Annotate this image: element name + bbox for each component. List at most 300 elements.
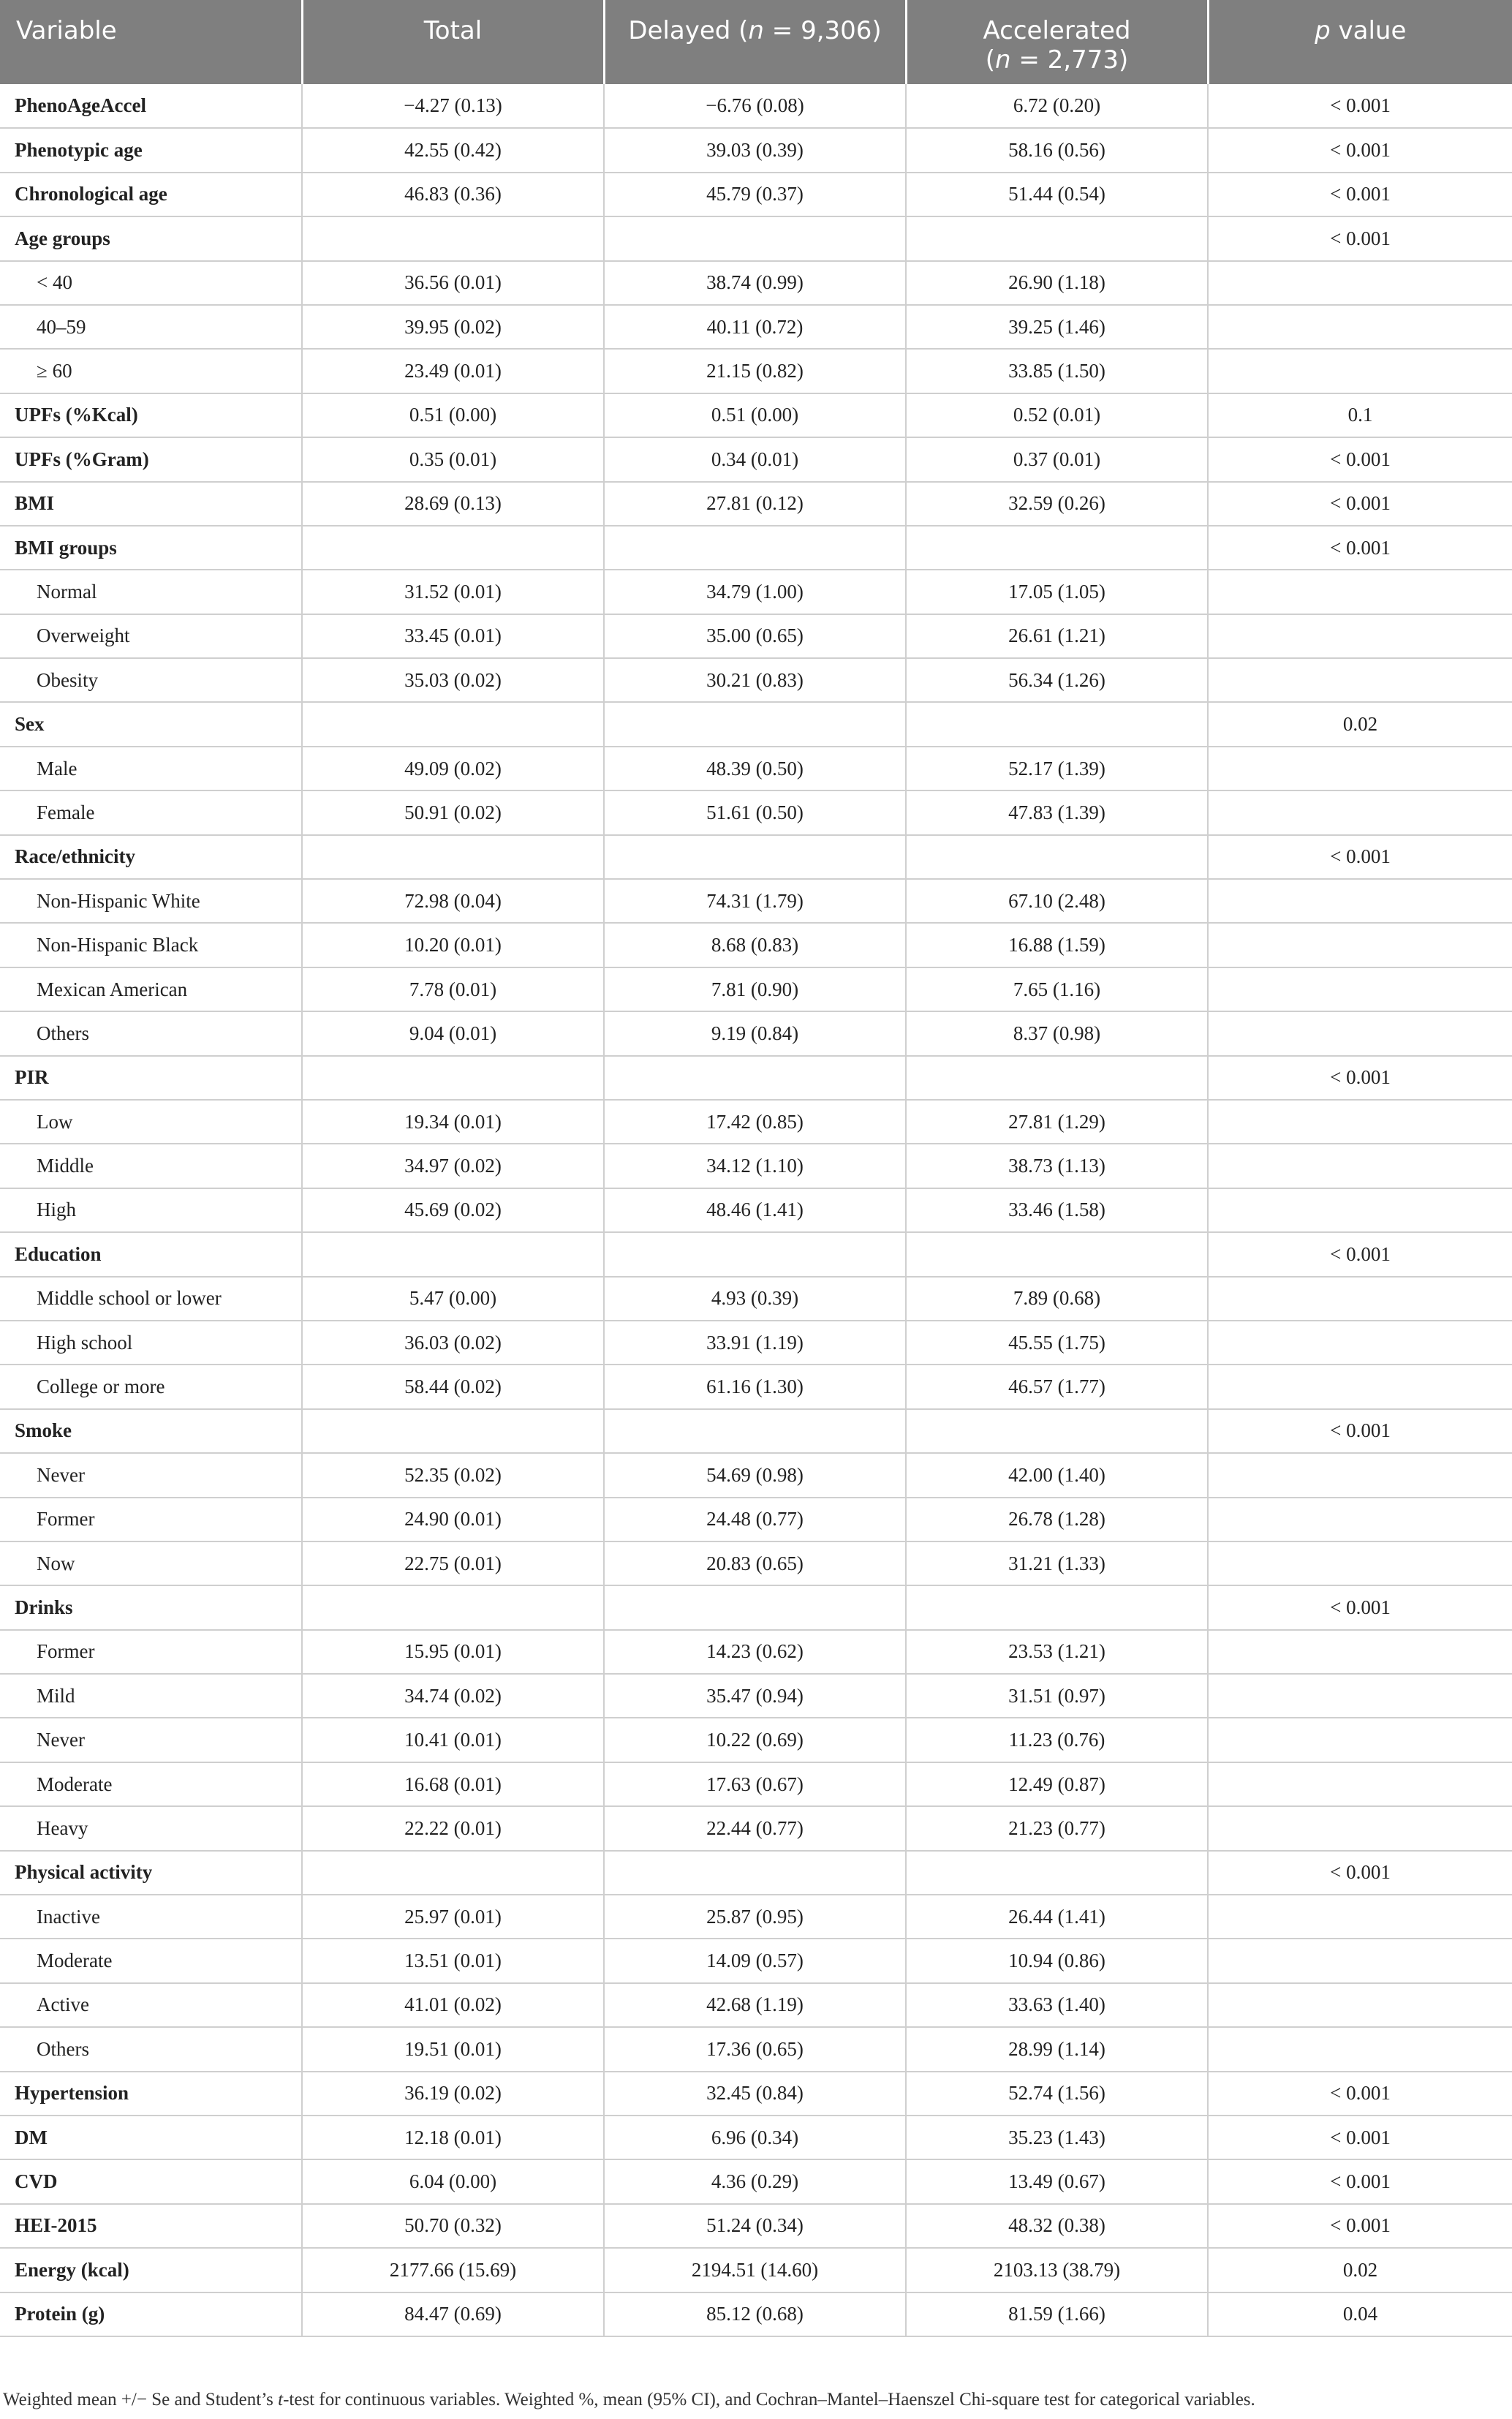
cell-p-value: 0.1 <box>1208 393 1512 437</box>
cell-accelerated <box>906 526 1208 570</box>
cell-total: 41.01 (0.02) <box>302 1983 604 2027</box>
cell-accelerated <box>906 1409 1208 1453</box>
cell-delayed: 34.12 (1.10) <box>604 1144 906 1188</box>
cell-accelerated <box>906 216 1208 260</box>
cell-total <box>302 835 604 879</box>
table-row <box>0 879 1512 923</box>
cell-p-value <box>1208 879 1512 923</box>
cell-accelerated: 51.44 (0.54) <box>906 173 1208 216</box>
cell-total: 6.04 (0.00) <box>302 2159 604 2203</box>
cell-delayed: 6.96 (0.34) <box>604 2116 906 2159</box>
cell-delayed: 2194.51 (14.60) <box>604 2248 906 2292</box>
table-row <box>0 1144 1512 1188</box>
cell-total: −4.27 (0.13) <box>302 84 604 128</box>
table-row <box>0 2072 1512 2116</box>
cell-p-value: < 0.001 <box>1208 2159 1512 2203</box>
row-label: Hypertension <box>0 2072 302 2116</box>
cell-accelerated: 35.23 (1.43) <box>906 2116 1208 2159</box>
table-row <box>0 1188 1512 1232</box>
row-label: 40–59 <box>0 305 302 349</box>
table-row <box>0 1851 1512 1895</box>
cell-accelerated: 31.21 (1.33) <box>906 1541 1208 1585</box>
cell-accelerated: 13.49 (0.67) <box>906 2159 1208 2203</box>
cell-total: 22.75 (0.01) <box>302 1541 604 1585</box>
row-label: BMI <box>0 482 302 526</box>
cell-p-value <box>1208 1983 1512 2027</box>
cell-p-value: < 0.001 <box>1208 128 1512 172</box>
header-accelerated-prefix: ( <box>985 45 995 75</box>
cell-accelerated: 52.74 (1.56) <box>906 2072 1208 2116</box>
cell-accelerated: 6.72 (0.20) <box>906 84 1208 128</box>
row-label: Smoke <box>0 1409 302 1453</box>
cell-accelerated: 26.61 (1.21) <box>906 614 1208 658</box>
cell-p-value: < 0.001 <box>1208 1232 1512 1276</box>
table-row <box>0 1718 1512 1762</box>
row-label: Physical activity <box>0 1851 302 1895</box>
table-row <box>0 1674 1512 1718</box>
table-row <box>0 835 1512 879</box>
cell-delayed: 42.68 (1.19) <box>604 1983 906 2027</box>
cell-delayed: 85.12 (0.68) <box>604 2292 906 2336</box>
cell-accelerated <box>906 1232 1208 1276</box>
row-label: Phenotypic age <box>0 128 302 172</box>
cell-p-value: < 0.001 <box>1208 526 1512 570</box>
cell-p-value <box>1208 1277 1512 1321</box>
cell-p-value <box>1208 1365 1512 1408</box>
cell-total: 36.03 (0.02) <box>302 1321 604 1365</box>
cell-p-value <box>1208 1939 1512 1982</box>
cell-p-value: < 0.001 <box>1208 84 1512 128</box>
table-row <box>0 790 1512 834</box>
cell-accelerated: 46.57 (1.77) <box>906 1365 1208 1408</box>
cell-delayed: 45.79 (0.37) <box>604 173 906 216</box>
header-delayed-suffix: = 9,306) <box>763 16 882 45</box>
row-label: Chronological age <box>0 173 302 216</box>
cell-accelerated: 11.23 (0.76) <box>906 1718 1208 1762</box>
cell-total: 72.98 (0.04) <box>302 879 604 923</box>
cell-p-value <box>1208 1321 1512 1365</box>
row-label: Normal <box>0 570 302 614</box>
row-label: Never <box>0 1718 302 1762</box>
cell-accelerated: 31.51 (0.97) <box>906 1674 1208 1718</box>
table-row <box>0 2159 1512 2203</box>
cell-total: 46.83 (0.36) <box>302 173 604 216</box>
header-delayed-n: n <box>748 16 764 45</box>
cell-total <box>302 1585 604 1629</box>
row-label: Energy (kcal) <box>0 2248 302 2292</box>
cell-total: 2177.66 (15.69) <box>302 2248 604 2292</box>
cell-total: 36.19 (0.02) <box>302 2072 604 2116</box>
cell-total <box>302 1851 604 1895</box>
cell-p-value <box>1208 967 1512 1011</box>
cell-total: 22.22 (0.01) <box>302 1806 604 1850</box>
cell-p-value <box>1208 1011 1512 1055</box>
table-row <box>0 1895 1512 1939</box>
cell-delayed: 22.44 (0.77) <box>604 1806 906 1850</box>
cell-accelerated: 47.83 (1.39) <box>906 790 1208 834</box>
cell-total: 31.52 (0.01) <box>302 570 604 614</box>
cell-accelerated: 0.37 (0.01) <box>906 437 1208 481</box>
cell-p-value <box>1208 614 1512 658</box>
cell-p-value <box>1208 1541 1512 1585</box>
cell-delayed: 40.11 (0.72) <box>604 305 906 349</box>
cell-accelerated: 58.16 (0.56) <box>906 128 1208 172</box>
table-row <box>0 702 1512 746</box>
row-label: Overweight <box>0 614 302 658</box>
cell-delayed: 20.83 (0.65) <box>604 1541 906 1585</box>
row-label: Moderate <box>0 1762 302 1806</box>
cell-accelerated: 81.59 (1.66) <box>906 2292 1208 2336</box>
cell-p-value <box>1208 1453 1512 1497</box>
cell-p-value: < 0.001 <box>1208 2116 1512 2159</box>
cell-p-value: < 0.001 <box>1208 173 1512 216</box>
cell-total: 34.74 (0.02) <box>302 1674 604 1718</box>
cell-total: 49.09 (0.02) <box>302 747 604 790</box>
header-row <box>0 0 1512 84</box>
cell-accelerated: 48.32 (0.38) <box>906 2204 1208 2248</box>
cell-p-value: < 0.001 <box>1208 482 1512 526</box>
footnote-part-2: -test for continuous variables. Weighted %, mean (95% CI), and Cochran–Mantel–Haenszel Chi-square test for categorical variables. <box>283 2390 1255 2409</box>
table-row <box>0 1232 1512 1276</box>
row-label: PIR <box>0 1056 302 1100</box>
row-label: Race/ethnicity <box>0 835 302 879</box>
cell-delayed <box>604 1409 906 1453</box>
cell-total: 33.45 (0.01) <box>302 614 604 658</box>
table-row <box>0 2027 1512 2071</box>
cell-delayed: 17.63 (0.67) <box>604 1762 906 1806</box>
table-row <box>0 305 1512 349</box>
cell-accelerated <box>906 1056 1208 1100</box>
cell-accelerated: 7.89 (0.68) <box>906 1277 1208 1321</box>
header-p-suffix: value <box>1330 16 1407 45</box>
cell-total: 23.49 (0.01) <box>302 349 604 393</box>
cell-delayed: 8.68 (0.83) <box>604 923 906 967</box>
row-label: Former <box>0 1498 302 1541</box>
cell-delayed <box>604 216 906 260</box>
cell-delayed: 35.00 (0.65) <box>604 614 906 658</box>
cell-accelerated: 7.65 (1.16) <box>906 967 1208 1011</box>
table-row <box>0 84 1512 128</box>
cell-accelerated: 28.99 (1.14) <box>906 2027 1208 2071</box>
cell-accelerated: 0.52 (0.01) <box>906 393 1208 437</box>
row-label: Mexican American <box>0 967 302 1011</box>
cell-p-value <box>1208 2027 1512 2071</box>
cell-total: 35.03 (0.02) <box>302 658 604 702</box>
cell-p-value <box>1208 1674 1512 1718</box>
cell-total: 7.78 (0.01) <box>302 967 604 1011</box>
cell-total: 34.97 (0.02) <box>302 1144 604 1188</box>
table-row <box>0 261 1512 305</box>
cell-p-value: 0.02 <box>1208 2248 1512 2292</box>
cell-total: 28.69 (0.13) <box>302 482 604 526</box>
table-row <box>0 1365 1512 1408</box>
row-label: Sex <box>0 702 302 746</box>
table-row <box>0 2248 1512 2292</box>
row-label: High <box>0 1188 302 1232</box>
cell-accelerated: 33.85 (1.50) <box>906 349 1208 393</box>
cell-delayed: 38.74 (0.99) <box>604 261 906 305</box>
cell-delayed: 0.51 (0.00) <box>604 393 906 437</box>
table-row <box>0 923 1512 967</box>
header-total: Total <box>302 0 604 84</box>
cell-p-value <box>1208 790 1512 834</box>
cell-accelerated <box>906 1585 1208 1629</box>
cell-accelerated: 32.59 (0.26) <box>906 482 1208 526</box>
cell-p-value <box>1208 570 1512 614</box>
table-row <box>0 1630 1512 1674</box>
cell-accelerated: 56.34 (1.26) <box>906 658 1208 702</box>
cell-delayed: 0.34 (0.01) <box>604 437 906 481</box>
header-variable: Variable <box>0 0 302 84</box>
row-label: Mild <box>0 1674 302 1718</box>
table-row <box>0 1277 1512 1321</box>
cell-p-value: < 0.001 <box>1208 216 1512 260</box>
cell-accelerated: 27.81 (1.29) <box>906 1100 1208 1144</box>
table-row <box>0 747 1512 790</box>
table-row <box>0 128 1512 172</box>
table-body <box>0 84 1512 2336</box>
cell-total: 0.51 (0.00) <box>302 393 604 437</box>
cell-p-value <box>1208 1188 1512 1232</box>
cell-delayed: 54.69 (0.98) <box>604 1453 906 1497</box>
cell-total: 36.56 (0.01) <box>302 261 604 305</box>
cell-total: 10.41 (0.01) <box>302 1718 604 1762</box>
cell-total: 52.35 (0.02) <box>302 1453 604 1497</box>
cell-delayed: 7.81 (0.90) <box>604 967 906 1011</box>
table-row <box>0 570 1512 614</box>
table-row <box>0 1806 1512 1850</box>
cell-delayed: 27.81 (0.12) <box>604 482 906 526</box>
cell-total: 39.95 (0.02) <box>302 305 604 349</box>
cell-delayed: 10.22 (0.69) <box>604 1718 906 1762</box>
cell-delayed <box>604 1585 906 1629</box>
cell-accelerated: 33.46 (1.58) <box>906 1188 1208 1232</box>
row-label: Middle <box>0 1144 302 1188</box>
header-delayed <box>604 0 906 84</box>
row-label: DM <box>0 2116 302 2159</box>
table-row <box>0 1409 1512 1453</box>
row-label: < 40 <box>0 261 302 305</box>
cell-delayed: 39.03 (0.39) <box>604 128 906 172</box>
cell-p-value <box>1208 747 1512 790</box>
cell-accelerated: 52.17 (1.39) <box>906 747 1208 790</box>
cell-delayed: 4.93 (0.39) <box>604 1277 906 1321</box>
row-label: UPFs (%Kcal) <box>0 393 302 437</box>
row-label: Obesity <box>0 658 302 702</box>
row-label: Low <box>0 1100 302 1144</box>
footnote-t: t <box>278 2390 284 2409</box>
footnote-part-1: Weighted mean +/− Se and Student’s <box>3 2390 279 2409</box>
cell-accelerated: 17.05 (1.05) <box>906 570 1208 614</box>
row-label: Drinks <box>0 1585 302 1629</box>
cell-accelerated: 21.23 (0.77) <box>906 1806 1208 1850</box>
cell-delayed: 21.15 (0.82) <box>604 349 906 393</box>
cell-delayed: 14.23 (0.62) <box>604 1630 906 1674</box>
table-row <box>0 349 1512 393</box>
table-row <box>0 1321 1512 1365</box>
cell-total: 0.35 (0.01) <box>302 437 604 481</box>
cell-total: 50.70 (0.32) <box>302 2204 604 2248</box>
cell-accelerated: 67.10 (2.48) <box>906 879 1208 923</box>
table-header <box>0 0 1512 84</box>
row-label: Protein (g) <box>0 2292 302 2336</box>
row-label: Heavy <box>0 1806 302 1850</box>
row-label: HEI-2015 <box>0 2204 302 2248</box>
cell-total <box>302 526 604 570</box>
table-row <box>0 1585 1512 1629</box>
cell-p-value: 0.04 <box>1208 2292 1512 2336</box>
cell-total: 24.90 (0.01) <box>302 1498 604 1541</box>
table-row <box>0 1498 1512 1541</box>
table-row <box>0 216 1512 260</box>
header-delayed-prefix: Delayed ( <box>628 16 749 45</box>
table-row <box>0 526 1512 570</box>
cell-accelerated <box>906 835 1208 879</box>
cell-delayed: −6.76 (0.08) <box>604 84 906 128</box>
cell-p-value <box>1208 923 1512 967</box>
cell-delayed: 34.79 (1.00) <box>604 570 906 614</box>
row-label: UPFs (%Gram) <box>0 437 302 481</box>
cell-total: 58.44 (0.02) <box>302 1365 604 1408</box>
cell-total: 19.51 (0.01) <box>302 2027 604 2071</box>
table-footnote <box>3 2390 1255 2410</box>
row-label: Male <box>0 747 302 790</box>
cell-delayed <box>604 702 906 746</box>
cell-delayed: 30.21 (0.83) <box>604 658 906 702</box>
cell-delayed: 24.48 (0.77) <box>604 1498 906 1541</box>
table-row <box>0 1056 1512 1100</box>
cell-delayed <box>604 1056 906 1100</box>
cell-total <box>302 1232 604 1276</box>
row-label: Former <box>0 1630 302 1674</box>
table-row <box>0 1983 1512 2027</box>
cell-p-value: < 0.001 <box>1208 2072 1512 2116</box>
cell-p-value: < 0.001 <box>1208 1056 1512 1100</box>
header-accelerated-n: n <box>995 45 1011 75</box>
cell-p-value: < 0.001 <box>1208 1409 1512 1453</box>
table-row <box>0 2292 1512 2336</box>
cell-total: 50.91 (0.02) <box>302 790 604 834</box>
row-label: Female <box>0 790 302 834</box>
row-label: PhenoAgeAccel <box>0 84 302 128</box>
cell-delayed: 25.87 (0.95) <box>604 1895 906 1939</box>
cell-delayed: 74.31 (1.79) <box>604 879 906 923</box>
cell-delayed: 17.42 (0.85) <box>604 1100 906 1144</box>
row-label: Never <box>0 1453 302 1497</box>
row-label: Moderate <box>0 1939 302 1982</box>
cell-delayed: 61.16 (1.30) <box>604 1365 906 1408</box>
cell-p-value: < 0.001 <box>1208 835 1512 879</box>
table-row <box>0 1541 1512 1585</box>
cell-accelerated: 39.25 (1.46) <box>906 305 1208 349</box>
row-label: Inactive <box>0 1895 302 1939</box>
row-label: CVD <box>0 2159 302 2203</box>
cell-delayed: 48.46 (1.41) <box>604 1188 906 1232</box>
cell-total <box>302 216 604 260</box>
cell-accelerated: 26.78 (1.28) <box>906 1498 1208 1541</box>
cell-total: 42.55 (0.42) <box>302 128 604 172</box>
cell-delayed: 32.45 (0.84) <box>604 2072 906 2116</box>
cell-total: 15.95 (0.01) <box>302 1630 604 1674</box>
cell-p-value <box>1208 305 1512 349</box>
table-row <box>0 2116 1512 2159</box>
cell-p-value: < 0.001 <box>1208 1851 1512 1895</box>
cell-p-value <box>1208 1144 1512 1188</box>
cell-total: 13.51 (0.01) <box>302 1939 604 1982</box>
cell-delayed: 9.19 (0.84) <box>604 1011 906 1055</box>
cell-total: 84.47 (0.69) <box>302 2292 604 2336</box>
cell-accelerated: 2103.13 (38.79) <box>906 2248 1208 2292</box>
table-row <box>0 393 1512 437</box>
cell-total: 16.68 (0.01) <box>302 1762 604 1806</box>
cell-accelerated: 33.63 (1.40) <box>906 1983 1208 2027</box>
cell-p-value: 0.02 <box>1208 702 1512 746</box>
cell-accelerated: 23.53 (1.21) <box>906 1630 1208 1674</box>
cell-delayed: 51.24 (0.34) <box>604 2204 906 2248</box>
cell-p-value <box>1208 1498 1512 1541</box>
cell-accelerated: 45.55 (1.75) <box>906 1321 1208 1365</box>
cell-p-value: < 0.001 <box>1208 1585 1512 1629</box>
cell-delayed: 14.09 (0.57) <box>604 1939 906 1982</box>
cell-delayed: 35.47 (0.94) <box>604 1674 906 1718</box>
cell-p-value <box>1208 658 1512 702</box>
row-label: High school <box>0 1321 302 1365</box>
cell-accelerated: 12.49 (0.87) <box>906 1762 1208 1806</box>
cell-accelerated: 42.00 (1.40) <box>906 1453 1208 1497</box>
cell-accelerated <box>906 702 1208 746</box>
cell-total: 19.34 (0.01) <box>302 1100 604 1144</box>
cell-delayed <box>604 1851 906 1895</box>
row-label: Others <box>0 1011 302 1055</box>
cell-delayed: 33.91 (1.19) <box>604 1321 906 1365</box>
row-label: Education <box>0 1232 302 1276</box>
table-row <box>0 1762 1512 1806</box>
cell-delayed: 17.36 (0.65) <box>604 2027 906 2071</box>
cell-accelerated: 26.90 (1.18) <box>906 261 1208 305</box>
table-row <box>0 967 1512 1011</box>
cell-p-value <box>1208 1806 1512 1850</box>
header-accelerated <box>906 0 1208 84</box>
cell-p-value <box>1208 1100 1512 1144</box>
header-accelerated-suffix: = 2,773) <box>1010 45 1129 75</box>
cell-delayed: 4.36 (0.29) <box>604 2159 906 2203</box>
row-label: BMI groups <box>0 526 302 570</box>
cell-total <box>302 1056 604 1100</box>
table-row <box>0 1453 1512 1497</box>
row-label: Non-Hispanic Black <box>0 923 302 967</box>
table-row <box>0 658 1512 702</box>
row-label: Non-Hispanic White <box>0 879 302 923</box>
row-label: College or more <box>0 1365 302 1408</box>
cell-total <box>302 702 604 746</box>
cell-accelerated: 10.94 (0.86) <box>906 1939 1208 1982</box>
cell-delayed <box>604 1232 906 1276</box>
row-label: ≥ 60 <box>0 349 302 393</box>
cell-p-value <box>1208 349 1512 393</box>
cell-accelerated: 26.44 (1.41) <box>906 1895 1208 1939</box>
cell-delayed: 51.61 (0.50) <box>604 790 906 834</box>
cell-total: 9.04 (0.01) <box>302 1011 604 1055</box>
cell-total: 5.47 (0.00) <box>302 1277 604 1321</box>
cell-p-value <box>1208 261 1512 305</box>
row-label: Middle school or lower <box>0 1277 302 1321</box>
cell-p-value <box>1208 1630 1512 1674</box>
table-row <box>0 437 1512 481</box>
table-row <box>0 614 1512 658</box>
cell-total: 12.18 (0.01) <box>302 2116 604 2159</box>
cell-accelerated: 8.37 (0.98) <box>906 1011 1208 1055</box>
cell-total: 25.97 (0.01) <box>302 1895 604 1939</box>
